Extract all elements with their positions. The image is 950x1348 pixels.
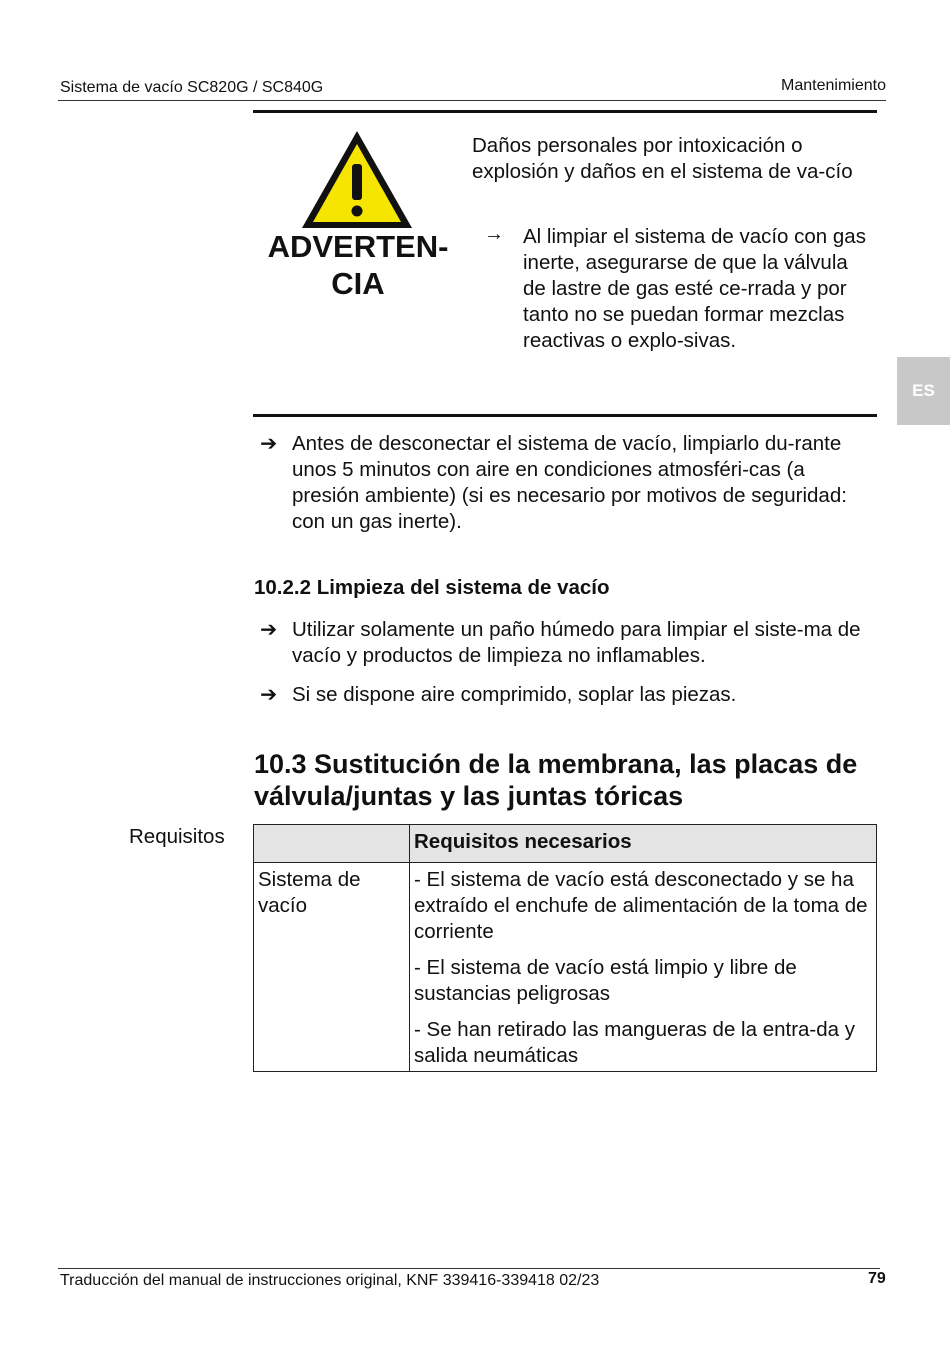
arrow-right-icon: ➔ <box>260 683 278 706</box>
arrow-right-icon: ➔ <box>260 618 278 641</box>
warning-signal-word <box>258 228 458 302</box>
language-tab: ES <box>897 357 950 425</box>
header-divider <box>58 100 886 101</box>
section-heading-10-2-2: 10.2.2 Limpieza del sistema de vacío <box>254 576 610 599</box>
warning-instruction: Al limpiar el sistema de vacío con gas inerte, asegurarse de que la válvula de lastre de gas esté ce-rrada y por tanto no se puedan formar mezclas reactivas o explo-sivas. <box>523 225 866 352</box>
table-header-cell <box>254 825 410 863</box>
warning-signal-word-line1: ADVERTEN- <box>267 229 449 264</box>
table-row <box>254 863 877 946</box>
instruction-text: Utilizar solamente un paño húmedo para limpiar el siste-ma de vacío y productos de limpieza no inflamables. <box>292 618 861 667</box>
warning-triangle-icon <box>298 128 416 232</box>
warning-signal-word-line2: CIA <box>331 266 385 301</box>
instruction-text: Si se dispone aire comprimido, soplar las piezas. <box>292 683 737 706</box>
table-cell: - El sistema de vacío está desconectado y se ha extraído el enchufe de alimentación de la toma de corriente <box>410 863 877 946</box>
header-document-title: Sistema de vacío SC820G / SC840G <box>60 79 324 96</box>
table-row-label: Sistema de vacío <box>254 863 410 1072</box>
requirements-margin-label: Requisitos <box>129 825 225 848</box>
section-heading-10-3: 10.3 Sustitución de la membrana, las placas de válvula/juntas y las juntas tóricas <box>254 749 858 811</box>
arrow-right-icon: → <box>484 223 504 245</box>
footer-document-reference: Traducción del manual de instrucciones original, KNF 339416-339418 02/23 <box>60 1272 600 1289</box>
table-header-cell: Requisitos necesarios <box>410 825 877 863</box>
warning-hazard-description: Daños personales por intoxicación o explosión y daños en el sistema de va-cío <box>472 134 853 183</box>
requirements-table <box>253 824 877 1072</box>
page-number: 79 <box>868 1270 886 1287</box>
table-header-row <box>254 825 877 863</box>
instruction-text: Antes de desconectar el sistema de vacío, limpiarlo du-rante unos 5 minutos con aire en condiciones atmosféri-cas (a presión ambiente) (si es necesario por motivos de seguridad: con un gas inerte). <box>292 432 847 533</box>
table-cell: - El sistema de vacío está limpio y libre de sustancias peligrosas <box>410 945 877 1007</box>
table-cell: - Se han retirado las mangueras de la entra-da y salida neumáticas <box>410 1007 877 1072</box>
footer-divider <box>58 1268 880 1269</box>
warning-bottom-rule <box>253 414 877 417</box>
arrow-right-icon: ➔ <box>260 432 278 455</box>
header-chapter-title: Mantenimiento <box>781 77 886 94</box>
warning-top-rule <box>253 110 877 113</box>
